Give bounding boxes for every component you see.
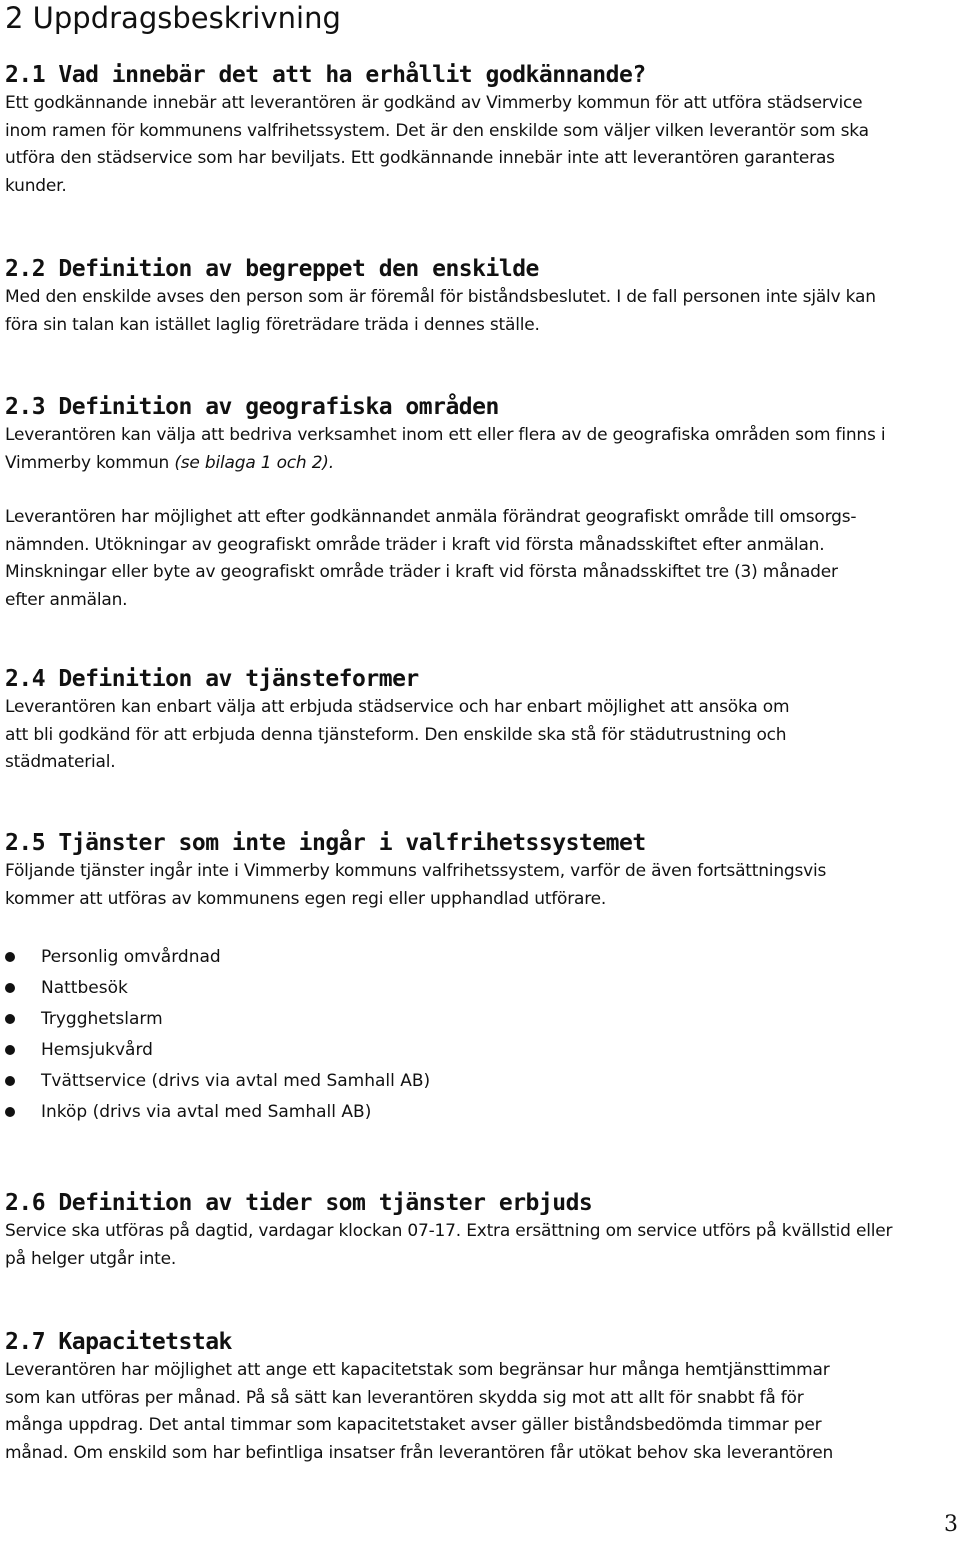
paragraph-line: föra sin talan kan istället laglig företrädare träda i dennes ställe. xyxy=(5,314,540,335)
paragraph-line: kunder. xyxy=(5,175,67,196)
section-2-7 xyxy=(5,1327,950,1467)
list-item xyxy=(5,1066,950,1097)
paragraph-line: att bli godkänd för att erbjuda denna tjänsteform. Den enskilde ska stå för städutrustning och xyxy=(5,724,787,745)
section-heading: 2.3 Definition av geografiska områden xyxy=(5,394,499,420)
text-span: Vimmerby kommun xyxy=(5,452,175,473)
section-heading: 2.4 Definition av tjänsteformer xyxy=(5,666,419,692)
paragraph-line: Leverantören kan välja att bedriva verksamhet inom ett eller flera av de geografiska områden som finns i xyxy=(5,425,886,445)
section-2-6 xyxy=(5,1188,950,1273)
bullet-icon xyxy=(5,1045,15,1055)
bullet-icon xyxy=(5,1014,15,1024)
section-heading: 2.7 Kapacitetstak xyxy=(5,1329,232,1355)
paragraph-line: många uppdrag. Det antal timmar som kapacitetstaket avser gäller biståndsbedömda timmar per xyxy=(5,1415,822,1435)
list-item xyxy=(5,1035,950,1066)
list-item-label: Hemsjukvård xyxy=(41,1040,153,1060)
paragraph-line: nämnden. Utökningar av geografiskt område träder i kraft vid första månadsskiftet efter anmälan. xyxy=(5,534,825,555)
paragraph-line: Leverantören har möjlighet att efter godkännandet anmäla förändrat geografiskt område till omsorgs- xyxy=(5,507,857,527)
bilaga-reference: (se bilaga 1 och 2). xyxy=(174,452,334,473)
list-item xyxy=(5,1097,950,1128)
list-item xyxy=(5,942,950,973)
paragraph-line: inom ramen för kommunens valfrihetssystem. Det är den enskilde som väljer vilken leverantör som ska xyxy=(5,120,869,141)
list-item-label: Trygghetslarm xyxy=(41,1009,163,1029)
list-item xyxy=(5,1004,950,1035)
list-item-label: Personlig omvårdnad xyxy=(41,947,221,967)
paragraph-line: månad. Om enskild som har befintliga insatser från leverantören får utökat behov ska leverantören xyxy=(5,1442,834,1463)
section-2-4 xyxy=(5,664,950,777)
bullet-icon xyxy=(5,1107,15,1117)
paragraph-line: Service ska utföras på dagtid, vardagar klockan 07-17. Extra ersättning om service utförs på kvällstid eller xyxy=(5,1221,893,1241)
list-item xyxy=(5,973,950,1004)
list-item-label: Tvättservice (drivs via avtal med Samhall AB) xyxy=(41,1071,431,1091)
section-2-1 xyxy=(5,60,950,200)
paragraph-line: Minskningar eller byte av geografiskt område träder i kraft vid första månadsskiftet tre (3) månader xyxy=(5,562,838,582)
bullet-icon xyxy=(5,1076,15,1086)
paragraph-line: kommer att utföras av kommunens egen regi eller upphandlad utförare. xyxy=(5,888,607,909)
paragraph-line: Följande tjänster ingår inte i Vimmerby kommuns valfrihetssystem, varför de även fortsättningsvis xyxy=(5,861,827,881)
section-heading: 2.6 Definition av tider som tjänster erbjuds xyxy=(5,1190,593,1216)
paragraph-line: städmaterial. xyxy=(5,752,116,772)
paragraph-line xyxy=(5,450,950,478)
section-heading: 2.2 Definition av begreppet den enskilde xyxy=(5,256,539,282)
section-2-3 xyxy=(5,392,950,614)
services-list xyxy=(5,942,950,1128)
list-item-label: Inköp (drivs via avtal med Samhall AB) xyxy=(41,1102,372,1122)
section-2-2 xyxy=(5,254,950,339)
paragraph-line: som kan utföras per månad. På så sätt kan leverantören skydda sig mot att allt för snabbt få för xyxy=(5,1387,804,1408)
paragraph-line: efter anmälan. xyxy=(5,589,128,610)
chapter-title: 2 Uppdragsbeskrivning xyxy=(5,1,341,35)
paragraph-line: på helger utgår inte. xyxy=(5,1248,177,1269)
paragraph-line: Med den enskilde avses den person som är föremål för biståndsbeslutet. I de fall personen inte själv kan xyxy=(5,287,876,307)
paragraph-line: utföra den städservice som har beviljats. Ett godkännande innebär inte att leverantören garanteras xyxy=(5,148,835,168)
paragraph-line: Leverantören har möjlighet att ange ett kapacitetstak som begränsar hur många hemtjänsttimmar xyxy=(5,1360,830,1380)
paragraph-line: Leverantören kan enbart välja att erbjuda städservice och har enbart möjlighet att ansöka om xyxy=(5,697,790,717)
bullet-icon xyxy=(5,952,15,962)
list-item-label: Nattbesök xyxy=(41,978,128,998)
paragraph-line: Ett godkännande innebär att leverantören är godkänd av Vimmerby kommun för att utföra städservice xyxy=(5,93,863,113)
section-2-5 xyxy=(5,828,950,1128)
page-number: 3 xyxy=(944,1512,958,1537)
bullet-icon xyxy=(5,983,15,993)
section-heading: 2.5 Tjänster som inte ingår i valfrihetssystemet xyxy=(5,830,646,856)
section-heading: 2.1 Vad innebär det att ha erhållit godkännande? xyxy=(5,62,646,88)
